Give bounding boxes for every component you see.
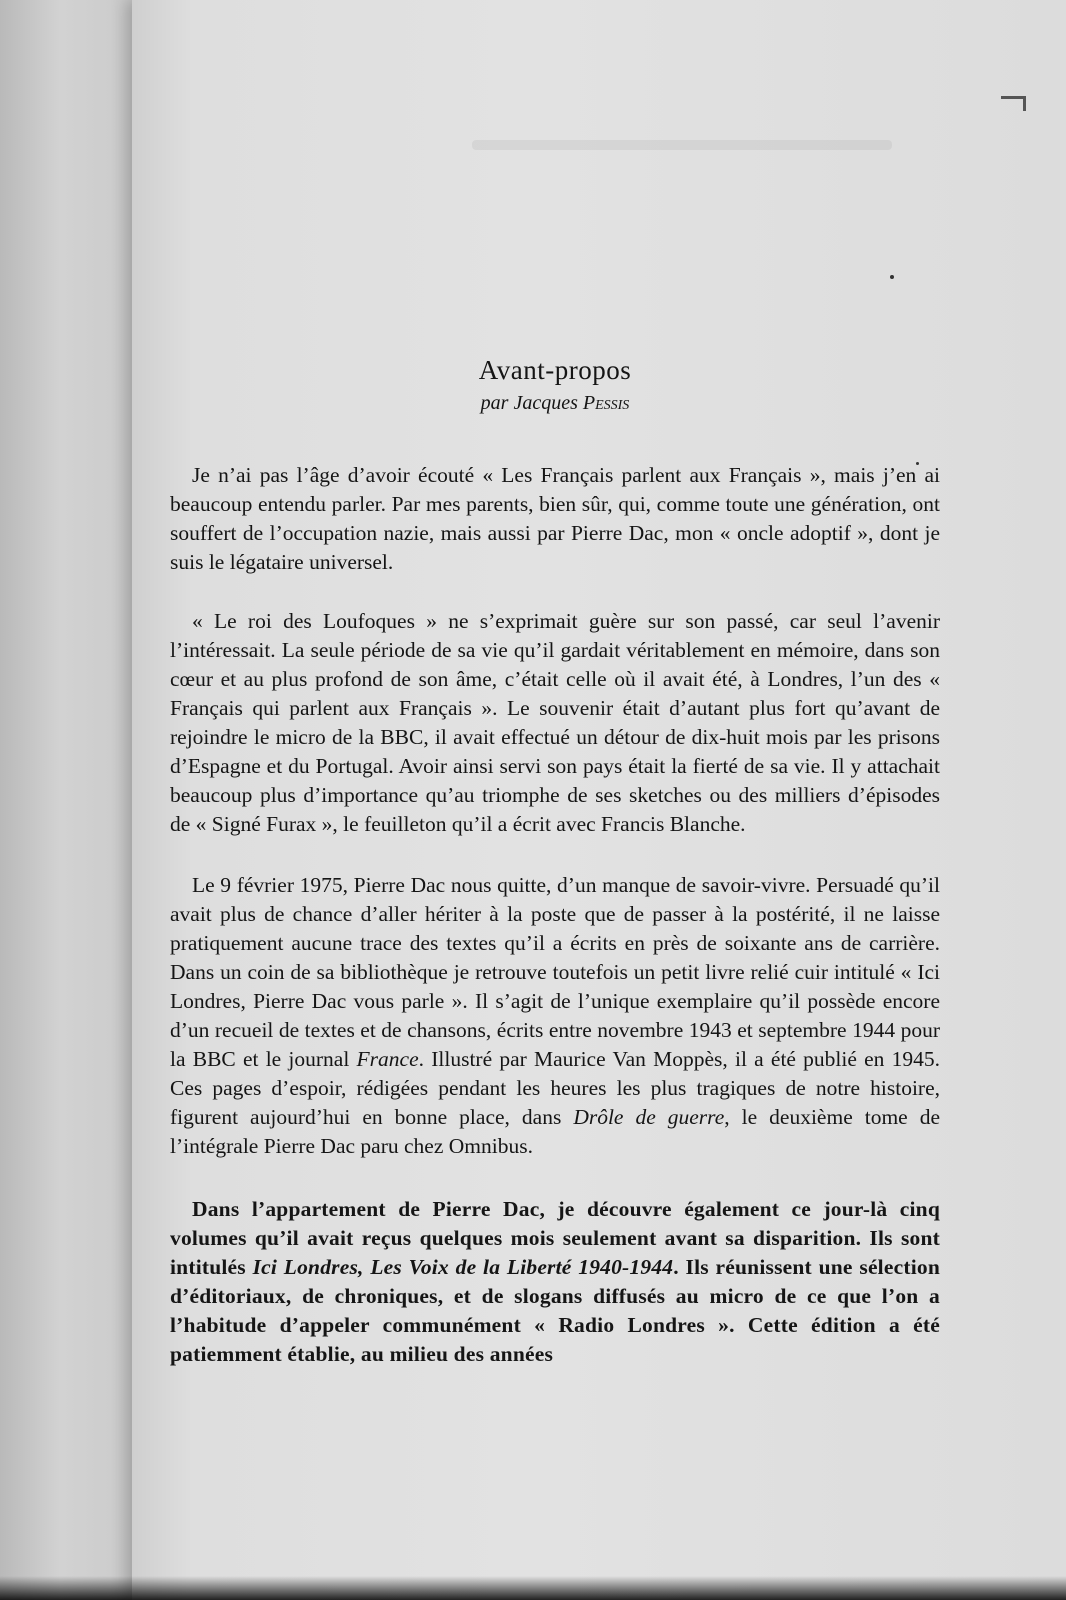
paragraph-text: . Ils réunissent une sélection d’éditoriaux, de chroniques, et de slogans diffusés au micro de ce que l’on a l’habitude d’appeler communément « Radio Londres ». Cette édition a été patiemment établie, au milieu des années xyxy=(170,1255,940,1366)
paragraph-text: Je n’ai pas l’âge d’avoir écouté « Les Français parlent aux Français », mais j’en ai beaucoup entendu parler. Par mes parents, bien sûr, qui, comme toute une génération, ont souffert de l’occupation nazie, mais aussi par Pierre Dac, mon « oncle adoptif », dont je suis le légataire universel. xyxy=(170,463,940,574)
show-through-text xyxy=(472,140,892,150)
paper-speck xyxy=(890,275,894,279)
author-byline xyxy=(170,392,940,415)
paragraph xyxy=(170,461,940,577)
paragraph-text: Le 9 février 1975, Pierre Dac nous quitte, d’un manque de savoir-vivre. Persuadé qu’il avait plus de chance d’aller hériter à la poste que de passer à la postérité, il ne laisse pratiquement aucune trace des textes qu’il a écrits en près de soixante ans de carrière. Dans un coin de sa bibliothèque je retrouve toutefois un petit livre relié cuir intitulé « Ici Londres, Pierre Dac vous parle ». Il s’agit de l’unique exemplaire qu’il possède encore d’un recueil de textes et de chansons, écrits entre novembre 1943 et septembre 1944 pour la BBC et le journal xyxy=(170,873,940,1071)
paragraph xyxy=(170,871,940,1161)
paragraph-text: , le deuxième tome de l’intégrale Pierre Dac paru chez Omnibus. xyxy=(170,1105,941,1158)
paragraph-text: . Illustré par Maurice Van Moppès, il a été publié en 1945. Ces pages d’espoir, rédigées pendant les heures les plus tragiques de notre histoire, figurent aujourd’hui en bonne place, dans xyxy=(170,1047,941,1129)
byline-surname: Pessis xyxy=(582,392,630,414)
page-content xyxy=(170,355,940,1399)
paragraph xyxy=(170,607,940,839)
italic-title-ici-londres: Ici Londres, Les Voix de la Liberté 1940-1944 xyxy=(252,1255,674,1279)
paragraph-text: Dans l’appartement de Pierre Dac, je découvre également ce jour-là cinq volumes qu’il avait reçus quelques mois seulement avant sa disparition. Ils sont intitulés xyxy=(170,1197,940,1279)
bottom-edge-shadow xyxy=(0,1576,1066,1600)
italic-title-france: France xyxy=(356,1047,419,1071)
italic-title-drole-de-guerre: Drôle de guerre xyxy=(573,1105,725,1129)
corner-fold-mark xyxy=(1001,96,1026,111)
paragraph-text: « Le roi des Loufoques » ne s’exprimait guère sur son passé, car seul l’avenir l’intéressait. La seule période de sa vie qu’il gardait véritablement en mémoire, dans son cœur et au plus profond de son âme, c’était celle où il avait été, à Londres, l’un des « Français qui parlent aux Français ». Le souvenir était d’autant plus fort qu’avant de rejoindre le micro de la BBC, il avait effectué un détour de dix-huit mois par les prisons d’Espagne et du Portugal. Avoir ainsi servi son pays était la fierté de sa vie. Il y attachait beaucoup plus d’importance qu’au triomphe de ses sketches ou des milliers d’épisodes de « Signé Furax », le feuilleton qu’il a écrit avec Francis Blanche. xyxy=(170,609,940,836)
byline-prefix: par Jacques xyxy=(480,392,578,414)
chapter-title: Avant-propos xyxy=(478,355,632,385)
paragraph xyxy=(170,1195,940,1369)
